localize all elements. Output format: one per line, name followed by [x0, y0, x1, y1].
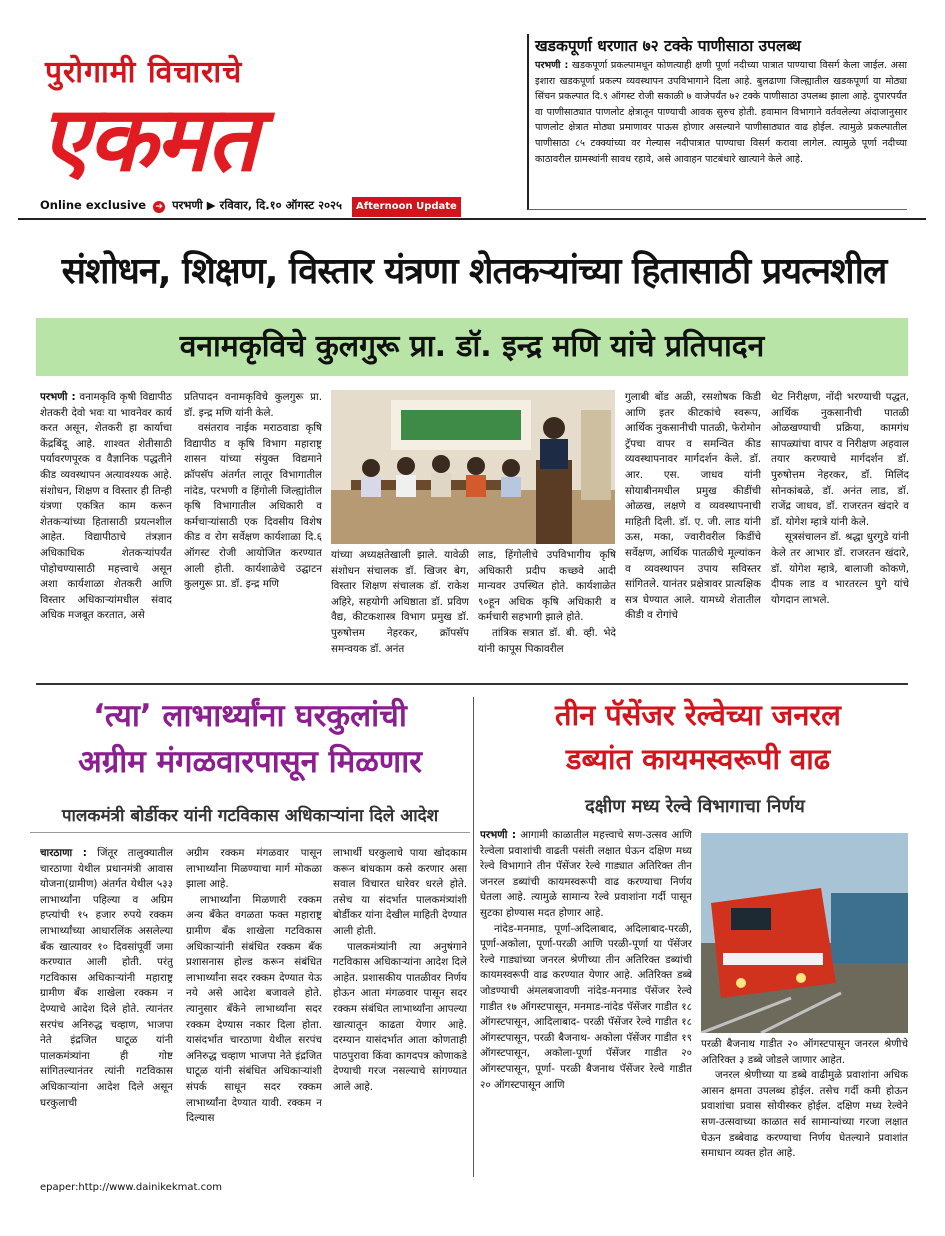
main-story-dateline: परभणी :	[40, 391, 76, 403]
gharkul-subhead: पालकमंत्री बोर्डीकर यांनी गटविकास अधिकाऱ्यांना दिले आदेश	[30, 800, 470, 833]
main-story-text: तांत्रिक सत्रात डॉ. बी. व्ही. भेदे यांनी कापूस पिकावरील	[478, 626, 616, 655]
railway-subhead: दक्षीण मध्य रेल्वे विभागाचा निर्णय	[585, 796, 805, 817]
masthead-tagline: पुरोगामी विचाराचे	[45, 55, 243, 90]
gharkul-text: जिंतूर तालुक्यातील चारठाणा येथील प्रधानमंत्री आवास योजना(ग्रामीण) अंतर्गत येथील ५३३ लाभार्थ्यांना पहिल्या व अग्रिम हप्त्यांची १५ हजार रुपये रक्कम लाभार्थ्यांच्या आधारलिंक असलेल्या बँक खात्यावर १० दिवसांपूर्वी जमा करण्यात आली होती. परंतु गटविकास अधिकाऱ्यांनी महाराष्ट्र ग्रामीण बँक शाखेला रक्कम न देण्याचे आदेश दिले होते. त्यानंतर सरपंच अनिरुद्ध चव्हाण, भाजपा नेते इंद्रजित घाटूळ यांनी पालकमंत्र्यांना ही गोष्ट सांगितल्यानंतर त्यांनी गटविकास अधिकाऱ्यांना आदेश दिले असून घरकुलाची	[40, 847, 173, 1109]
gharkul-text: पालकमंत्र्यांनी त्या अनुषंगाने गटविकास अधिकाऱ्यांना आदेश दिले आहेत. प्रशासकीय पातळीवर निर्णय होऊन आता मंगळवार पासून सदर रक्कम संबंधित लाभार्थ्यांना आपल्या खात्यातून काढता येणार आहे. दरम्यान यासंदर्भात आता कोणताही पाठपुरावा किंवा कागदपत्र कोणाकडे देण्याची गरज नसल्याचे सांगण्यात आले आहे.	[333, 940, 467, 1093]
main-story-col6	[771, 390, 909, 675]
main-story-col1	[40, 390, 172, 675]
afternoon-update-badge: Afternoon Update	[352, 197, 461, 217]
railway-col2	[701, 1037, 908, 1172]
top-news-box	[527, 34, 907, 210]
divider	[36, 683, 908, 685]
workshop-photo	[331, 390, 615, 544]
main-story-text: लाड, हिंगोलीचे उपविभागीय कृषि अधिकारी प्रदीप कच्छवे आदी मान्यवर उपस्थित होते. कार्यशाळेत ९०हून अधिक कृषि अधिकारी व कर्मचारी सहभागी झाले होते.	[478, 549, 616, 624]
divider	[18, 218, 926, 220]
main-subhead: वनामकृविचे कुलगुरू प्रा. डॉ. इन्द्र मणि यांचे प्रतिपादन	[179, 329, 765, 364]
train-photo-illustration	[701, 833, 908, 1033]
play-icon: ▶	[206, 198, 216, 212]
gharkul-headline	[30, 693, 470, 789]
railway-text: जनरल श्रेणीच्या या डब्बे वाढीमुळे प्रवाशांना अधिक आसन क्षमता उपलब्ध होईल. तसेच गर्दी कमी होऊन प्रवाशांचा प्रवास सोयीस्कर होईल. दक्षिण मध्य रेल्वेने सण-उत्सवाच्या काळात सर्व सामान्यांच्या गरजा लक्षात घेऊन डब्बेवाढ करण्याचा निर्णय घेतल्याने प्रवाशांत समाधान व्यक्त होत आहे.	[701, 1069, 908, 1160]
gharkul-col1	[40, 846, 173, 1172]
footer-url[interactable]: epaper:http://www.dainikekmat.com	[40, 1182, 222, 1193]
main-story-text: सूत्रसंचालन डॉ. श्रद्धा धुरगुडे यांनी केले तर आभार डॉ. राजरतन खंदारे, डॉ. योगेश म्हात्रे, बालाजी कोकणे, दीपक लाड व भारतरत्न घुगे यांचे योगदान लाभले.	[771, 531, 909, 606]
main-story-text: वनामकृवि कृषी विद्यापीठ शेतकरी देवो भवः या भावनेवर कार्य करत असून, शेतकरी हा कार्याचा केंद्रबिंदू आहे. शाश्वत शेतीसाठी पर्यावरणपूरक व वैज्ञानिक पद्धतीने कीड व्यवस्थापन अत्यावश्यक आहे. संशोधन, शिक्षण व विस्तार ही तिन्ही यंत्रणा एकत्रित काम करून शेतकऱ्यांच्या हितासाठी प्रयत्नशील आहेत. विद्यापीठाचे तंत्रज्ञान अधिकाधिक शेतकऱ्यांपर्यंत पोहोचण्यासाठी महत्त्वाचे असून अशा कार्यशाळा शेतकरी आणि विस्तार अधिकाऱ्यांमधील संवाद अधिक मजबूत करतात, असे	[40, 391, 172, 622]
main-story-text: यांच्या अध्यक्षतेखाली झाले. यावेळी संशोधन संचालक डॉ. खिजर बेग, विस्तार शिक्षण संचालक डॉ. राकेश अहिरे, सहयोगी अधिष्ठाता डॉ. प्रविण वैद्य, कीटकशास्त्र विभाग प्रमुख डॉ. पुरुषोत्तम नेहरकर, क्रॉपसॅप समन्वयक डॉ. अनंत	[331, 549, 469, 655]
main-story-col5	[625, 390, 761, 675]
masthead-logo: एकमत	[40, 87, 257, 192]
online-exclusive-label: Online exclusive	[40, 198, 147, 212]
gharkul-headline-line2: अग्रीम मंगळवारपासून मिळणार	[78, 744, 422, 780]
dateline-date: रविवार, दि.१० ऑगस्ट २०२५	[219, 198, 343, 212]
gharkul-dateline: चारठाणा :	[40, 847, 87, 859]
gharkul-headline-line1: ‘त्या’ लाभार्थ्यांना घरकुलांची	[93, 698, 407, 734]
main-story-col4	[478, 548, 616, 675]
railway-col1	[480, 828, 692, 1172]
railway-headline-line2: डब्यांत कायमस्वरूपी वाढ	[565, 742, 831, 776]
railway-headline-line1: तीन पॅसेंजर रेल्वेच्या जनरल	[555, 698, 841, 732]
gharkul-col3	[333, 846, 467, 1172]
train-photo	[701, 833, 908, 1033]
main-story-text: गुलाबी बोंड अळी, रसशोषक किडी आणि इतर कीटकांचे स्वरूप, आर्थिक नुकसानीची पातळी, फेरोमोन ट्रॅपचा वापर व समन्वित कीड व्यवस्थापनावर मार्गदर्शन केले. डॉ. आर. एस. जाधव यांनी सोयाबीनमधील प्रमुख कीडींची ओळख, लक्षणे व व्यवस्थापनाची माहिती दिली. डॉ. ए. जी. लाड यांनी ऊस, मका, ज्वारीवरील किडींचे सर्वेक्षण, आर्थिक पातळीचे मूल्यांकन व व्यवस्थापन उपाय सविस्तर सांगितले. यानंतर प्रक्षेत्रावर प्रात्यक्षिक सत्र घेण्यात आले. यामध्ये शेतातील कीडी व रोगांचे	[625, 391, 761, 622]
railway-dateline: परभणी :	[480, 829, 517, 841]
gharkul-col2	[186, 846, 322, 1172]
main-story-text: वसंतराव नाईक मराठवाडा कृषि विद्यापीठ व कृषि विभाग महाराष्ट्र शासन यांच्या संयुक्त विद्यमाने क्रॉपसॅप अंतर्गत लातूर विभागातील नांदेड, परभणी व हिंगोली जिल्ह्यांतील कृषि विभागातील अधिकारी व कर्मचाऱ्यांसाठी एक दिवसीय विशेष कीड व रोग सर्वेक्षण कार्यशाळा दि.६ ऑगस्ट रोजी आयोजित करण्यात आली होती. कार्यशाळेचे उद्घाटन कुलगुरू प्रा. डॉ. इन्द्र मणि	[184, 422, 322, 591]
top-news-title: खडकपूर्णा धरणात ७२ टक्के पाणीसाठा उपलब्ध	[535, 37, 801, 55]
dateline-bar	[40, 196, 520, 214]
main-headline: संशोधन, शिक्षण, विस्तार यंत्रणा शेतकऱ्यांच्या हितासाठी प्रयत्नशील	[61, 251, 887, 292]
gharkul-text: लाभार्थ्यांना मिळणारी रक्कम अन्य बँकेत वगळता फक्त महाराष्ट्र ग्रामीण बँक शाखेला गटविकास अधिकाऱ्यांनी संबंधित रक्कम बँक प्रशासनास होल्ड करून संबंधित लाभार्थ्यांना सदर रक्कम देण्यात येऊ नये असे आदेश बजावले होते. त्यानुसार बँकेने लाभार्थ्यांना सदर रक्कम देण्यास नकार दिला होता. यासंदर्भात चारठाणा येथील सरपंच अनिरुद्ध चव्हाण भाजपा नेते इंद्रजित घाटूळ यांनी संबंधित अधिकाऱ्यांशी संपर्क साधून सदर रक्कम लाभार्थ्यांना देण्यात यावी. रक्कम न दिल्यास	[186, 893, 322, 1125]
top-news-text: खडकपूर्णा प्रकल्पामधून कोणत्याही क्षणी पूर्णा नदीच्या पात्रात पाण्याचा विसर्ग केला जाईल. असा इशारा खडकपूर्णा प्रकल्प व्यवस्थापन उपविभागाने दिला आहे. बुलढाणा जिल्ह्यातील खडकपूर्णा या मोठ्या सिंचन प्रकल्पात दि.९ ऑगस्ट रोजी सकाळी ७ वाजेपर्यंत ७२ टक्के पाणीसाठा उपलब्ध झाला आहे. दुपारपर्यंत वा पाणीसाठ्यात पाणलोट क्षेत्रातून पाण्याची आवक सुरुच होती. हवामान विभागाने वर्तवलेल्या अंदाजानुसार पाणलोट क्षेत्रात मोठ्या प्रमाणावर पाऊस होणार असल्याने पाणीसाठ्यात वाढ होईल. त्यामुळे प्रकल्पातील पाणीसाठा ८५ टक्क्यांच्या वर गेल्यास नदीपात्रात पाण्याचा विसर्ग करावा लागेल. त्यामुळे पूर्णा नदीच्या काठावरील ग्रामस्थांनी सावध रहावे, असे आवाहन पाटबंधारे खात्याने केले आहे.	[535, 60, 907, 165]
railway-text: नांदेड-मनमाड, पूर्णा-अदिलाबाद, अदिलाबाद-परळी, पूर्णा-अकोला, पूर्णा-परळी आणि परळी-पूर्णा या पॅसेंजर रेल्वे गाड्यांच्या जनरल श्रेणीच्या तीन अतिरिक्त डब्यांची कायमस्वरूपी वाढ करण्यात येणार आहे. अतिरिक्त डब्बे जोडण्याची अंमलबजावणी नांदेड-मनमाड पॅसेंजर रेल्वे गाडीत १७ ऑगस्टपासून, मनमाड-नांदेड पॅसेंजर गाडीत १८ ऑगस्टपासून, आदिलाबाद- परळी पॅसेंजर रेल्वे गाडीत १८ ऑगस्टपासून, परळी बैजनाथ- अकोला पॅसेंजर गाडीत १९ ऑगस्टपासून, अकोला-पूर्णा पॅसेंजर गाडीत २० ऑगस्टपासून, पूर्णा- परळी बैजनाथ पॅसेंजर रेल्वे गाडीत २० ऑगस्टपासून आणि	[480, 922, 692, 1091]
gharkul-text: अग्रीम रक्कम मंगळवार पासून लाभार्थ्यांना मिळण्याचा मार्ग मोकळा झाला आहे.	[186, 847, 322, 891]
column-divider	[473, 697, 474, 1177]
gharkul-text: लाभार्थी घरकुलाचे पाया खोदकाम करून बांधकाम कसे करणार असा सवाल विचारत धारेवर धरले होते. तसेच या संदर्भात पालकमंत्र्यांशी बोर्डीकर यांना देखील माहिती देण्यात आली होती.	[333, 847, 467, 937]
dateline-city: परभणी	[172, 198, 203, 212]
railway-text: आगामी काळातील महत्त्वाचे सण-उत्सव आणि रेल्वेला प्रवाशांची वाढती पसंती लक्षात घेऊन दक्षिण मध्य रेल्वे विभागाने तीन पॅसेंजर रेल्वे गाड्यात अतिरिक्त तीन जनरल डब्यांची कायमस्वरूपी वाढ करण्याचा निर्णय घेतला आहे. त्यामुळे सामान्य रेल्वे प्रवाशांना गर्दी पासून सुटका होण्यास मदत होणार आहे.	[480, 829, 692, 919]
arrow-right-icon: ➔	[153, 201, 165, 213]
railway-headline	[478, 693, 918, 789]
main-story-col3	[331, 548, 469, 675]
main-story-col2	[184, 390, 322, 675]
top-news-dateline: परभणी :	[535, 60, 569, 71]
main-story-text: प्रतिपादन वनामकृविचे कुलगुरू प्रा. डॉ. इन्द्र मणि यांनी केले.	[184, 391, 322, 419]
top-news-body	[535, 58, 907, 167]
railway-text: परळी बैजनाथ गाडीत २० ऑगस्टपासून जनरल श्रेणीचे अतिरिक्त ३ डब्बे जोडले जाणार आहेत.	[701, 1038, 908, 1066]
main-story-text: थेट निरीक्षण, नोंदी भरण्याची पद्धत, आर्थिक नुकसानीची पातळी ओळखण्याची प्रक्रिया, कामगंध सापळ्यांचा वापर व निरीक्षण अहवाल तयार करण्याचे मार्गदर्शन डॉ. पुरुषोत्तम नेहरकर, डॉ. मिलिंद सोनकांबळे, डॉ. अनंत लाड, डॉ. राजेंद्र जाधव, डॉ. राजरतन खंदारे व डॉ. योगेश म्हात्रे यांनी केले.	[771, 391, 909, 528]
workshop-photo-illustration	[331, 390, 615, 544]
